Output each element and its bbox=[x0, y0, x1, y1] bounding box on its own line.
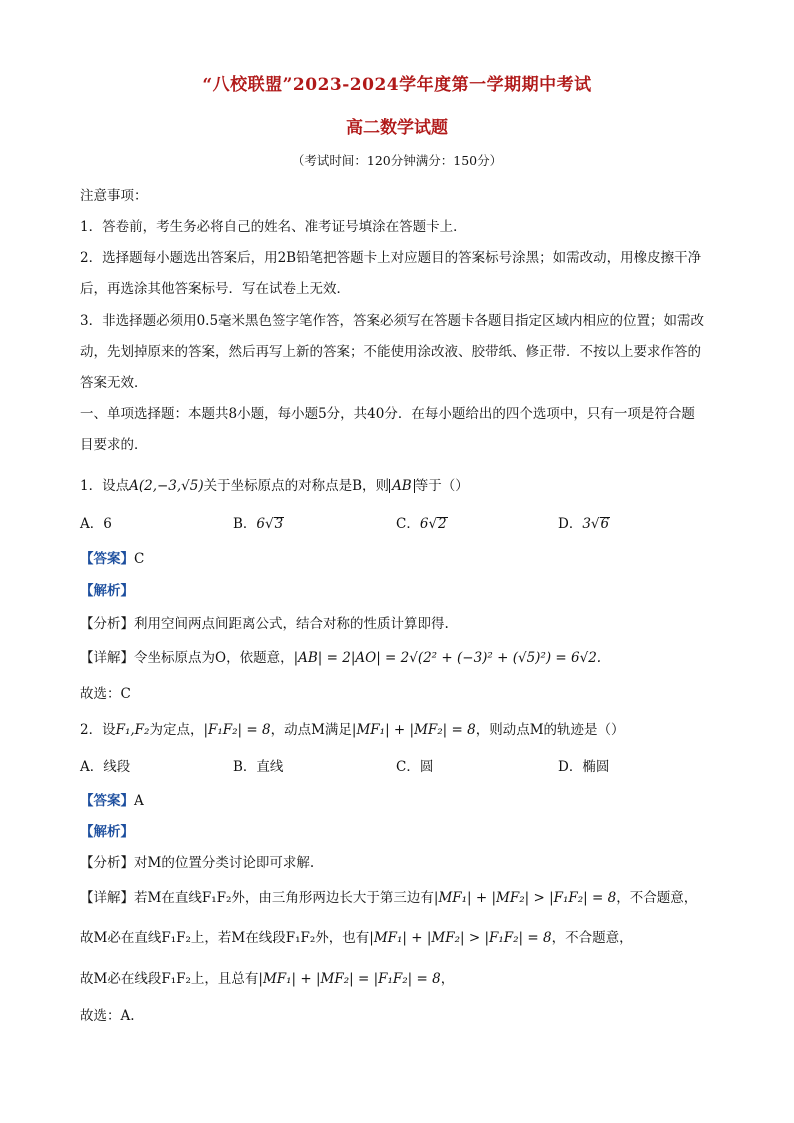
q2-stem: 2．设F₁,F₂为定点，|F₁F₂| = 8，动点M满足|MF₁| + |MF₂| = 8，则动点M的轨迹是（） bbox=[80, 722, 625, 738]
q1-stem-pre: 1．设点 bbox=[80, 478, 130, 494]
q1-formula: |AB| = 2|AO| = 2√(2² + (−3)² + (√5)²) = 6√2. bbox=[293, 650, 602, 666]
q1-fenxi: 【分析】利用空间两点间距离公式，结合对称的性质计算即得. bbox=[80, 616, 449, 632]
q1-stem-post: 等于（） bbox=[414, 478, 469, 494]
q2-answer: 【答案】A bbox=[80, 793, 144, 809]
q2-analysis-tag: 【解析】 bbox=[80, 824, 134, 840]
q2-xiangjie-line-1: 【详解】若M在直线F₁F₂外，由三角形两边长大于第三边有|MF₁| + |MF₂| > |F₁F₂| = 8，不合题意， bbox=[80, 890, 698, 906]
q2-fenxi: 【分析】对M的位置分类讨论即可求解. bbox=[80, 855, 315, 871]
note-2-line-1: 2．选择题每小题选出答案后，用2B铅笔把答题卡上对应题目的答案标号涂黑；如需改动，用橡皮擦干净 bbox=[80, 250, 702, 266]
q1-conclusion: 故选：C bbox=[80, 686, 131, 702]
section-heading-line-2: 目要求的． bbox=[80, 437, 148, 453]
q1-option-a: A．6 bbox=[80, 516, 112, 532]
q1-stem bbox=[80, 474, 720, 494]
q2-conclusion: 故选：A. bbox=[80, 1008, 135, 1024]
q1-analysis-tag: 【解析】 bbox=[80, 583, 134, 599]
note-2-line-2: 后，再选涂其他答案标号．写在试卷上无效． bbox=[80, 281, 350, 297]
q1-option-d: D．3√6 bbox=[558, 516, 610, 532]
q2-option-b: B．直线 bbox=[233, 759, 284, 775]
notes-heading: 注意事项： bbox=[80, 188, 148, 204]
subject-title: 高二数学试题 bbox=[346, 118, 448, 138]
q1-stem-mid: 关于坐标原点的对称点是B，则 bbox=[203, 478, 390, 494]
q1-xiangjie: 【详解】令坐标原点为O，依题意，|AB| = 2|AO| = 2√(2² + (−3)² + (√5)²) = 6√2. bbox=[80, 650, 602, 666]
note-3-line-1: 3．非选择题必须用0.5毫米黑色签字笔作答，答案必须写在答题卡各题目指定区域内相应的位置；如需改 bbox=[80, 313, 705, 329]
exam-info: （考试时间：120分钟满分：150分） bbox=[291, 153, 503, 168]
q2-option-a: A．线段 bbox=[80, 759, 131, 775]
exam-title: “八校联盟”2023-2024学年度第一学期期中考试 bbox=[202, 75, 592, 95]
q1-answer: 【答案】C bbox=[80, 551, 145, 567]
note-1: 1．答卷前，考生务必将自己的姓名、准考证号填涂在答题卡上． bbox=[80, 219, 467, 235]
q2-option-c: C．圆 bbox=[396, 759, 434, 775]
q2-xiangjie-line-3: 故M必在线段F₁F₂上，且总有|MF₁| + |MF₂| = |F₁F₂| = 8， bbox=[80, 971, 455, 987]
q1-option-b: B．6√3 bbox=[233, 516, 284, 532]
note-3-line-2: 动，先划掉原来的答案，然后再写上新的答案；不能使用涂改液、胶带纸、修正带．不按以上要求作答的 bbox=[80, 344, 701, 360]
q1-abs-ab: AB bbox=[389, 479, 415, 493]
q1-option-c: C．6√2 bbox=[396, 516, 447, 532]
section-heading-line-1: 一、单项选择题：本题共8小题，每小题5分，共40分．在每小题给出的四个选项中，只有一项是符合题 bbox=[80, 406, 695, 422]
q1-point: A(2,−3,√5) bbox=[129, 478, 204, 494]
q2-option-d: D．椭圆 bbox=[558, 759, 610, 775]
note-3-line-3: 答案无效． bbox=[80, 375, 148, 391]
q2-xiangjie-line-2: 故M必在直线F₁F₂上，若M在线段F₁F₂外，也有|MF₁| + |MF₂| > |F₁F₂| = 8，不合题意， bbox=[80, 930, 633, 946]
